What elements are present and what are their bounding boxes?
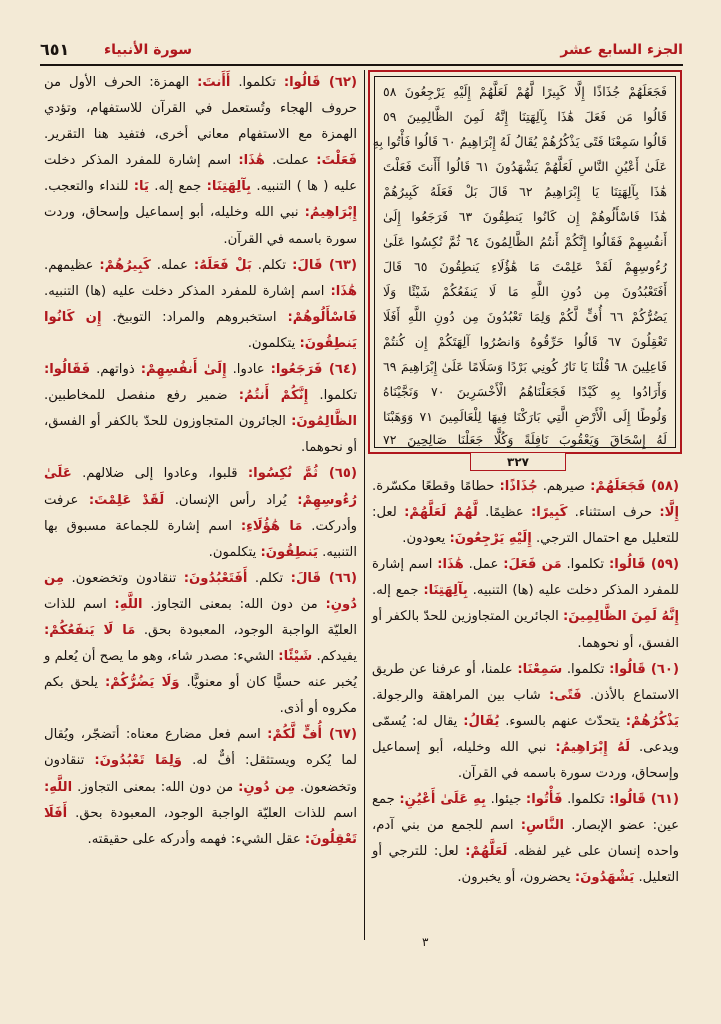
definition-text: يلحق بكم مكروه أو أذى. [44,675,357,717]
definition-text: يتحدّث عنهم بالسوء. [499,713,626,729]
commentary-paragraph [44,722,357,852]
definition-text: قلبوا، وعادوا إلى ضلالهم. [71,466,248,482]
definition-text: تنقادون وتخضعون. [64,570,184,586]
quran-line: يَضُرُّكُمْ ٦٦ أُفٍّ لَّكُمْ وَلِمَا تَعْبُدُونَ مِن دُونِ اللَّهِ أَفَلَا [383,309,667,324]
page-header [40,38,683,66]
keyword: وَلَا يَضُرُّكُمْ: [104,675,180,691]
definition-text: يعودون. [402,531,450,547]
keyword: (٦٠) قَالُوا: [609,661,679,677]
keyword: لَهُ إِبْرَاهِيمُ: [555,739,631,755]
keyword: فَعَلْتَ: [316,153,357,169]
keyword: عَلَىٰ رُءُوسِهِمْ: [44,466,358,508]
quran-line: هَٰذَا بِآلِهَتِنَا يَا إِبْرَاهِيمُ ٦٢ قَالَ بَلْ فَعَلَهُ كَبِيرُهُمْ [383,184,667,199]
keyword: سَمِعْنَا: [517,661,563,677]
commentary-paragraph [44,253,357,357]
keyword: (٥٩) قَالُوا: [608,557,679,573]
keyword: يَا: [133,179,149,195]
definition-text: اسم إشارة للمفرد المذكر دخلت عليه ( ها ) التنبيه. [44,153,357,195]
quran-line: عَلَىٰ أَعْيُنِ النَّاسِ لَعَلَّهُمْ يَشْهَدُونَ ٦١ قَالُوا أَأَنتَ فَعَلْتَ [383,159,667,174]
definition-text: جمع إله. [148,179,207,195]
keyword: (٦١) قَالُوا: [609,792,679,808]
keyword: لَعَلَّهُمْ: [465,844,508,860]
definition-text: اسم إشارة للمفرد المذكر دخلت عليه (ها) التنبيه. [372,557,679,599]
keyword: اللَّهِ: [114,596,143,612]
definition-text: نبي الله وخليله، أبو إسماعيل وإسحاق، وردت سورة باسمه في القرآن. [372,739,679,782]
keyword: بِهِ عَلَىٰ أَعْيُنِ: [399,792,487,808]
definition-text: تنقادون وتخضعون. [44,753,357,795]
definition-text: نبي الله وخليله، أبو إسماعيل وإسحاق، وردت سورة باسمه في القرآن. [44,205,357,247]
quran-text-box [368,70,682,454]
definition-text: اسم فعل مضارع معناه: أتضجّر، ويُقال لما يُكره ويستثقل: أفٌّ له. [44,727,357,769]
commentary-paragraph [44,357,357,461]
definition-text: استخبروهم والمراد: التوبيخ. [101,309,288,325]
column-divider [364,70,365,940]
definition-text: لعل: للترجي أو التعليل. [372,844,679,886]
quran-line: أَفَتَعْبُدُونَ مِن دُونِ اللَّهِ مَا لَا يَنفَعُكُمْ شَيْئًا وَلَا [383,284,667,299]
keyword: بِآلِهَتِنَا: [423,583,468,599]
definition-text: يتكلمون. [247,335,300,351]
definition-text: اسم للذات العليّة الواجبة الوجود، المعبودة بحق. [67,805,357,821]
definition-text: اسم للجمع من بني آدم، واحده إنسان على غير لفظه. [372,818,679,860]
definition-text: للنداء والتعجب. [44,179,134,195]
quran-line: فَاعِلِينَ ٦٨ قُلْنَا يَا نَارُ كُونِي بَرْدًا وَسَلَامًا عَلَىٰ إِبْرَاهِيمَ ٦٩ [383,359,667,374]
definition-text: شاب بين المراهقة والرجولة. [372,687,550,703]
keyword: النَّاسِ: [520,818,565,834]
quran-page-number: ٣٢٧ [470,453,566,471]
definition-text: عظيمًا. [477,505,531,521]
definition-text: جمع عين: عضو الإبصار. [372,792,679,834]
juz-title: الجزء السابع عشر [560,42,683,58]
keyword: شَيْئًا: [278,649,313,665]
keyword: (٦٤) فَرَجَعُوا: [270,362,358,378]
definition-text: من دون الله: بمعنى التجاوز. [72,779,239,795]
definition-text: عملت. [264,153,317,169]
keyword: إِنَّهُ لَمِنَ الظَّالِمِينَ: [563,609,679,625]
commentary-paragraph [44,461,357,565]
keyword: مَن فَعَلَ: [503,557,562,573]
keyword: مِن دُونِ: [238,779,296,795]
keyword: مِن دُونِ: [44,570,357,612]
quran-line: قَالُوا مَن فَعَلَ هَٰذَا بِآلِهَتِنَا إِنَّهُ لَمِنَ الظَّالِمِينَ ٥٩ [383,109,667,124]
keyword: إِلَّا: [659,505,679,521]
keyword: إِلَىٰ أَنفُسِهِمْ: [140,362,227,378]
keyword: إِبْرَاهِيمُ: [304,205,357,221]
definition-text: يتكلمون. [208,544,261,560]
keyword: لَقَدْ عَلِمْتَ: [88,492,165,508]
keyword: كَبِيرًا: [530,505,568,521]
quran-line: رُءُوسِهِمْ لَقَدْ عَلِمْتَ مَا هَٰؤُلَاءِ يَنطِقُونَ ٦٥ قَالَ [383,259,667,274]
definition-text: تكلموا. [308,388,357,404]
commentary-paragraph [372,787,679,891]
keyword: هَٰذَا: [238,153,265,169]
keyword: فَتًى: [549,687,582,703]
quran-line: فَجَعَلَهُمْ جُذَاذًا إِلَّا كَبِيرًا لَّهُمْ لَعَلَّهُمْ إِلَيْهِ يَرْجِعُونَ ٥٨ [383,84,667,99]
definition-text: يحضرون، أو يخبرون. [457,870,575,886]
commentary-paragraph [44,566,357,723]
quran-line: لَهُ إِسْحَاقَ وَيَعْقُوبَ نَافِلَةً وَكُلًّا جَعَلْنَا صَالِحِينَ ٧٢ [383,432,667,447]
definition-text: جيئوا. [486,792,526,808]
keyword: أَأَنتَ: [197,75,231,90]
keyword: اللَّهِ: [44,779,73,795]
definition-text: عرفت وأدركت. [44,492,357,534]
keyword: (٦٧) أُفٍّ لَّكُمْ: [267,727,357,743]
keyword: (٥٨) فَجَعَلَهُمْ: [590,479,679,494]
keyword: فَقَالُوا: [44,362,91,378]
definition-text: الجائرين المتجاوزين للحدّ بالكفر أو الفسق، أو نحوهما. [372,609,679,651]
keyword: بِآلِهَتِنَا: [206,179,252,195]
commentary-paragraph [372,552,679,656]
definition-text: جمع إله. [372,583,424,599]
keyword: (٦٥) ثُمَّ نُكِسُوا: [247,466,357,482]
keyword: مَا هَٰؤُلَاءِ: [240,518,303,534]
keyword: جُذَاذًا: [499,479,538,494]
quran-line: وَلُوطًا إِلَى الْأَرْضِ الَّتِي بَارَكْنَا فِيهَا لِلْعَالَمِينَ ٧١ وَوَهَبْنَا [383,409,667,424]
keyword: (٦٢) قَالُوا: [283,75,357,90]
definition-text: حرف استثناء. [567,505,660,521]
keyword: يَشْهَدُونَ: [574,870,635,886]
commentary-paragraph [372,474,679,552]
definition-text: عمله. [150,257,194,273]
definition-text: تكلم. [247,570,291,586]
keyword: يُقَالُ: [463,713,500,729]
definition-text: تكلموا. [562,792,610,808]
surah-title: سورة الأنبياء [104,42,193,58]
keyword: يَنطِقُونَ: [260,544,318,560]
definition-text: الجائرون المتجاوزون للحدّ بالكفر أو الفسق، أو نحوهما. [44,414,357,456]
quran-text-frame [374,76,676,448]
definition-text: تكلم. [251,257,293,273]
keyword: كَبِيرُهُمْ: [99,257,151,273]
definition-text: اسم إشارة للمفرد المذكر دخلت عليه (ها) التنبيه. [44,283,331,299]
definition-text: اسم للذات العليّة الواجبة الوجود، المعبودة بحق. [44,596,357,638]
quran-line: تَعْقِلُونَ ٦٧ قَالُوا حَرِّقُوهُ وَانصُرُوا آلِهَتَكُمْ إِن كُنتُمْ [383,334,667,349]
keyword: هَٰذَا: [437,557,464,573]
definition-text: تكلموا. [561,557,609,573]
keyword: الظَّالِمُونَ: [291,414,357,430]
definition-text: ضمير رفع منفصل للمخاطبين. [44,388,239,404]
keyword: يَذْكُرُهُمْ: [625,713,679,729]
definition-text: عادوا. [226,362,271,378]
footer-mark: ٣ [422,935,429,949]
keyword: لَّهُمْ لَعَلَّهُمْ: [404,505,478,521]
keyword: إِلَيْهِ يَرْجِعُونَ: [449,531,532,547]
keyword: مَا لَا يَنفَعُكُمْ: [44,622,136,638]
definition-text: اسم إشارة للجماعة مسبوق بها التنبيه. [44,518,357,560]
keyword: إِنَّكُمْ أَنتُمُ: [238,388,309,404]
definition-text: تكلموا. [230,75,284,90]
commentary-paragraph [372,657,679,787]
quran-line: وَأَرَادُوا بِهِ كَيْدًا فَجَعَلْنَاهُمُ الْأَخْسَرِينَ ٧٠ وَنَجَّيْنَاهُ [383,384,668,399]
quran-line: أَنفُسِهِمْ فَقَالُوا إِنَّكُمْ أَنتُمُ الظَّالِمُونَ ٦٤ ثُمَّ نُكِسُوا عَلَىٰ [383,234,667,249]
definition-text: الهمزة: الحرف الأول من حروف الهجاء وتُستعمل في القرآن للاستفهام، وتؤدي الهمزة مع الاستفهام معاني أخرى، فتفيد هنا التقرير. [44,75,357,143]
page-number: ٦٥١ [40,40,70,59]
keyword: بَلْ فَعَلَهُ: [193,257,252,273]
keyword: هَٰذَا: [330,283,357,299]
keyword: وَلِمَا تَعْبُدُونَ: [94,753,183,769]
keyword: أَفَلَا تَعْقِلُونَ: [44,805,357,847]
quran-line: قَالُوا سَمِعْنَا فَتًى يَذْكُرُهُمْ يُقَالُ لَهُ إِبْرَاهِيمُ ٦٠ قَالُوا فَأْتُوا بِهِ [372,134,667,149]
quran-line: هَٰذَا فَاسْأَلُوهُمْ إِن كَانُوا يَنطِقُونَ ٦٣ فَرَجَعُوا إِلَىٰ [383,209,667,224]
keyword: (٦٦) قَالَ: [290,570,358,586]
definition-text: عظيمهم. [44,257,100,273]
definition-text: عمل. [463,557,504,573]
keyword: أَفَتَعْبُدُونَ: [183,570,248,586]
definition-text: تكلموا. [562,661,610,677]
definition-text: يقال له: يُسمّى ويدعى. [372,713,679,755]
keyword: إِن كَانُوا يَنطِقُونَ: [44,309,357,351]
definition-text: صيرهم. [537,479,591,494]
definition-text: يُراد رأس الإنسان. [164,492,298,508]
commentary-column-left [44,70,357,853]
definition-text: علمنا، أو عرفنا عن طريق الاستماع بالأذن. [372,661,679,703]
keyword: فَأْتُوا: [525,792,563,808]
definition-text: عقل الشيء: فهمه وأدركه على حقيقته. [87,831,305,847]
commentary-paragraph [44,70,357,253]
commentary-column-right [372,474,679,892]
keyword: (٦٣) قَالَ: [292,257,358,273]
definition-text: حطامًا وقطعًا مكسّرة. [372,479,500,494]
definition-text: من دون الله: بمعنى التجاوز. [142,596,326,612]
definition-text: ذواتهم. [90,362,141,378]
keyword: فَاسْأَلُوهُمْ: [287,309,357,325]
definition-text: يفيدكم. [312,649,357,665]
definition-text: لعل: للتعليل مع احتمال الترجي. [372,505,679,547]
definition-text: الشيء: مصدر شاء، وهو ما يصح أن يُعلم و يُخبر عنه حسيًّا كان أو معنويًّا. [44,649,357,691]
